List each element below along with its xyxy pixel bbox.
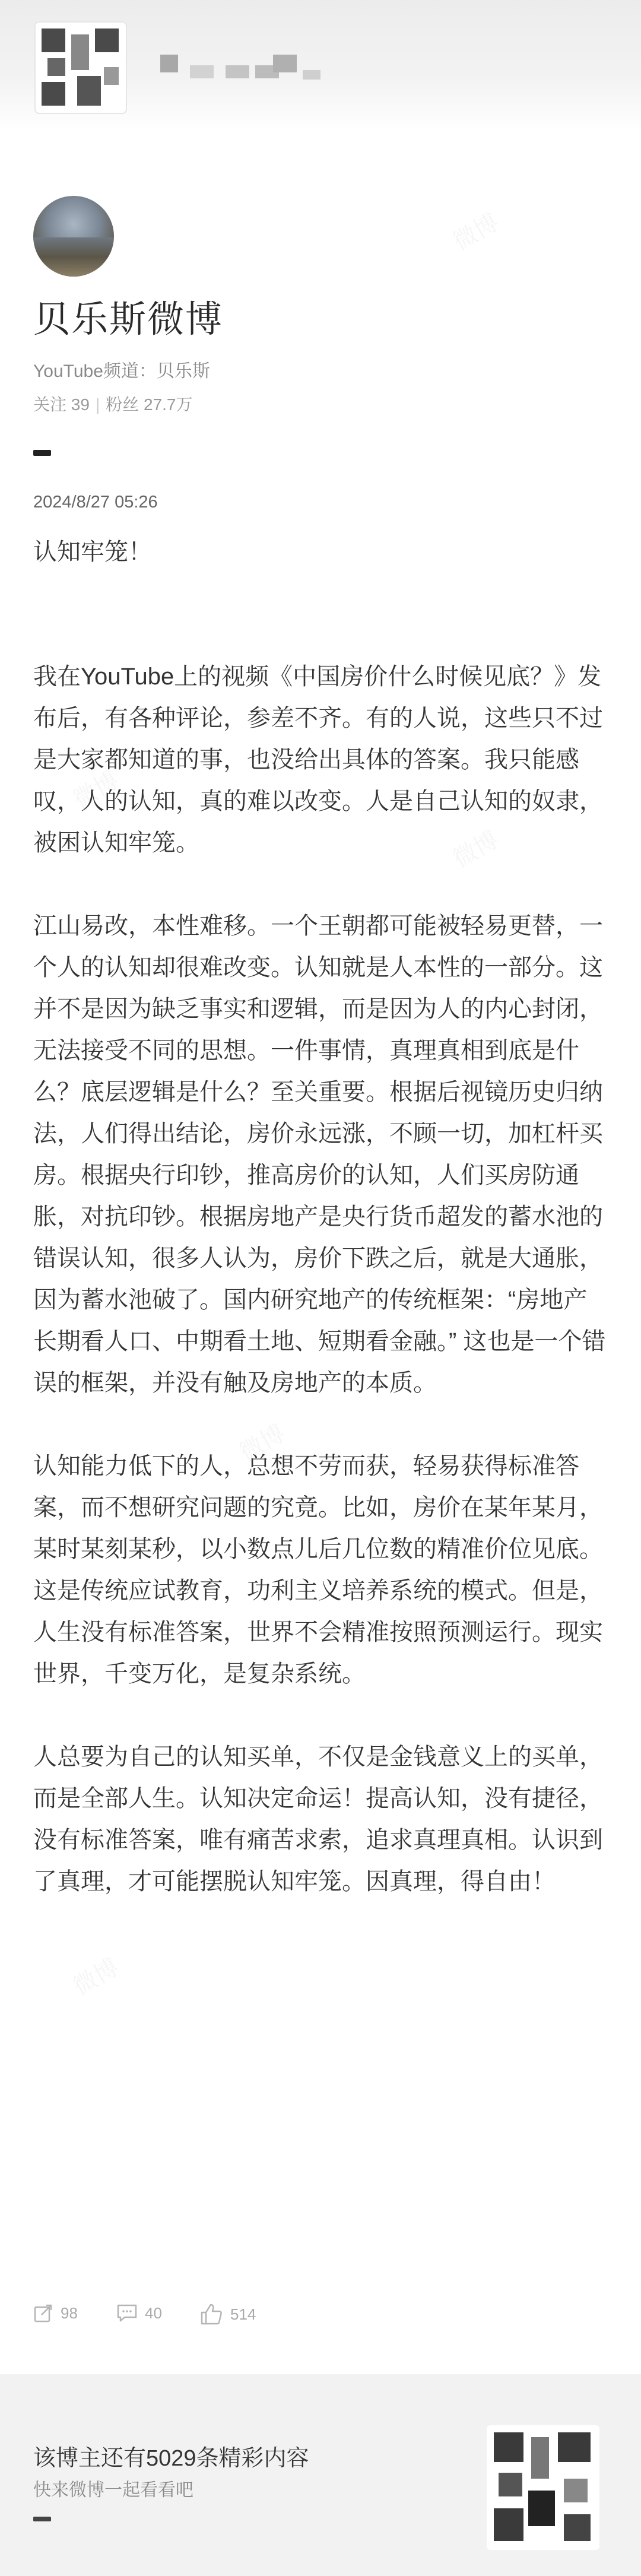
- follow-count[interactable]: 关注 39: [33, 395, 90, 414]
- profile-name[interactable]: 贝乐斯微博: [33, 299, 224, 340]
- qr-code-icon[interactable]: [36, 23, 126, 113]
- thumbs-up-icon: [199, 2303, 223, 2326]
- blurred-app-name: [160, 55, 178, 72]
- top-banner: [0, 0, 641, 131]
- blurred-app-name: [190, 65, 214, 78]
- divider: [33, 450, 51, 456]
- post-paragraph: 我在YouTube上的视频《中国房价什么时候见底？》发布后，有各种评论，参差不齐。有的人说，这些只不过是大家都知道的事，也没给出具体的答案。我只能感叹，人的认知，真的难以改变。人是自己认知的奴隶，被困认知牢笼。: [33, 664, 603, 856]
- footer-subtitle: 快来微博一起看看吧: [33, 2480, 193, 2500]
- comment-count: 40: [145, 2304, 162, 2322]
- profile-stats: 关注 39 | 粉丝 27.7万: [33, 395, 193, 414]
- post-paragraph: 江山易改，本性难移。一个王朝都可能被轻易更替，一个人的认知却很难改变。认知就是人本性的一部分。这并不是因为缺乏事实和逻辑，而是因为人的内心封闭，无法接受不同的思想。一件事情，真理真相到底是什么？底层逻辑是什么？至关重要。根据后视镜历史归纳法，人们得出结论，房价永远涨，不顾一切，加杠杆买房。根据央行印钞，推高房价的认知，人们买房防通胀，对抗印钞。根据房地产是央行货币超发的蓄水池的错误认知，很多人认为，房价下跌之后，就是大通胀，因为蓄水池破了。国内研究地产的传统框架：“房地产长期看人口、中期看土地、短期看金融。” 这也是一个错误的框架，并没有触及房地产的本质。: [33, 913, 606, 1396]
- post-actions: [33, 2303, 608, 2333]
- post-paragraph: 认知牢笼！: [33, 539, 152, 565]
- watermark: [446, 204, 504, 257]
- blurred-app-name: [226, 65, 249, 78]
- avatar[interactable]: [33, 196, 114, 277]
- blurred-app-name: [303, 70, 320, 80]
- comment-icon: [116, 2303, 138, 2323]
- watermark: [66, 1949, 124, 2002]
- qr-code-icon[interactable]: [487, 2425, 599, 2550]
- comment-button[interactable]: [116, 2303, 162, 2323]
- blurred-app-name: [273, 55, 297, 72]
- divider: [33, 2517, 51, 2521]
- fans-count[interactable]: 粉丝 27.7万: [106, 395, 193, 414]
- post-timestamp: 2024/8/27 05:26: [33, 493, 158, 512]
- like-count: 514: [230, 2305, 256, 2323]
- post-body: [33, 531, 608, 1902]
- repost-icon: [33, 2303, 53, 2323]
- post-paragraph: 人总要为自己的认知买单，不仅是金钱意义上的买单，而是全部人生。认知决定命运！提高认知，没有捷径，没有标准答案，唯有痛苦求索，追求真理真相。认识到了真理，才可能摆脱认知牢笼。因真理，得自由！: [33, 1744, 603, 1895]
- repost-count: 98: [61, 2304, 78, 2322]
- like-button[interactable]: [199, 2303, 256, 2326]
- channel-label: YouTube频道：贝乐斯: [33, 361, 210, 381]
- footer-banner[interactable]: [0, 2374, 641, 2576]
- repost-button[interactable]: [33, 2303, 78, 2323]
- post-paragraph: 认知能力低下的人，总想不劳而获，轻易获得标准答案，而不想研究问题的究竟。比如，房价在某年某月，某时某刻某秒，以小数点儿后几位数的精准价位见底。这是传统应试教育，功利主义培养系统的模式。但是，人生没有标准答案，世界不会精准按照预测运行。现实世界，千变万化，是复杂系统。: [33, 1453, 603, 1687]
- footer-title: 该博主还有5029条精彩内容: [33, 2446, 309, 2471]
